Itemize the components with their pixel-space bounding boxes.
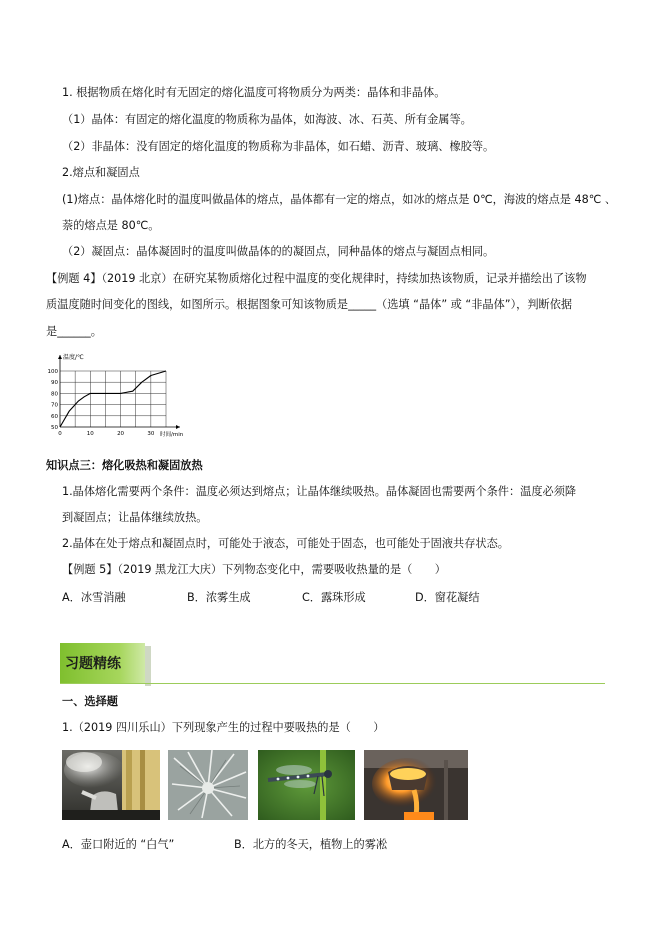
x-tick-label: 10 [86,431,94,437]
section-heading: 知识点三：熔化吸热和凝固放热 [46,459,203,472]
x-axis-label: 时间/min [160,432,184,438]
text-line: （2）非晶体：没有固定的熔化温度的物质称为非晶体，如石蜡、沥青、玻璃、橡胶等。 [62,140,495,153]
banner-underline [60,683,605,684]
y-axis-arrow [58,355,62,359]
subsection-heading: 一、选择题 [62,695,118,708]
temperature-time-chart [38,348,198,440]
text-line: (1)熔点：晶体熔化时的温度叫做晶体的熔点，晶体都有一定的熔点，如冰的熔点是 0℃，海波的熔点是 48℃ 、 [62,193,617,206]
text-line: 到凝固点；让晶体继续放热。 [62,511,208,524]
text-line: 是______。 [46,325,102,338]
text-line: 2.晶体在处于熔点和凝固点时，可能处于液态，可能处于固态，也可能处于固液共存状态。 [62,537,509,550]
x-tick-label: 30 [147,431,155,437]
text-line: 萘的熔点是 80℃。 [62,219,160,232]
option-a: A．冰雪消融 [62,591,126,604]
text-line: 1.晶体熔化需要两个条件：温度必须达到熔点；让晶体继续吸热。晶体凝固也需要两个条件：温度必须降 [62,485,577,498]
molten-metal-photo [364,750,468,820]
text-line: 质温度随时间变化的图线，如图所示。根据图象可知该物质是_____（选填 “晶体” 或 “非晶体”），判断依据 [46,298,573,311]
kettle-steam-photo [62,750,160,820]
caption-a: A．壶口附近的 “白气” [62,838,175,851]
temperature-curve [60,371,166,427]
y-tick-label: 50 [51,425,58,431]
y-tick-label: 60 [51,413,58,420]
x-tick-label: 0 [58,431,62,437]
option-b: B．浓雾生成 [187,591,251,604]
option-c: C．露珠形成 [302,591,366,604]
text-line: （2）凝固点：晶体凝固时的温度叫做晶体的的凝固点，同种晶体的熔点与凝固点相同。 [62,245,495,258]
text-line: （1）晶体：有固定的熔化温度的物质称为晶体，如海波、冰、石英、所有金属等。 [62,113,472,126]
x-axis-arrow [176,425,180,429]
caption-b: B．北方的冬天，植物上的雾凇 [234,838,388,851]
text-line: 2.熔点和凝固点 [62,166,140,179]
rime-plant-photo [168,750,248,820]
option-d: D．窗花凝结 [415,591,480,604]
text-line: 1. 根据物质在熔化时有无固定的熔化温度可将物质分为两类：晶体和非晶体。 [62,86,446,99]
question-text: 1.（2019 四川乐山）下列现象产生的过程中要吸热的是（ ） [62,721,385,734]
dragonfly-dew-photo [258,750,355,820]
banner-shadow [145,646,151,686]
banner-title: 习题精练 [65,656,121,672]
x-tick-label: 20 [117,431,125,437]
y-tick-label: 100 [47,369,58,375]
text-line: 【例题 5】（2019 黑龙江大庆）下列物态变化中，需要吸收热量的是（ ） [62,563,446,576]
y-axis-label: 温度/℃ [63,354,84,361]
y-tick-label: 90 [51,380,58,387]
y-tick-label: 80 [51,391,58,398]
text-line: 【例题 4】（2019 北京）在研究某物质熔化过程中温度的变化规律时，持续加热该物质，记录并描绘出了该物 [46,272,587,285]
y-tick-label: 70 [51,402,58,409]
